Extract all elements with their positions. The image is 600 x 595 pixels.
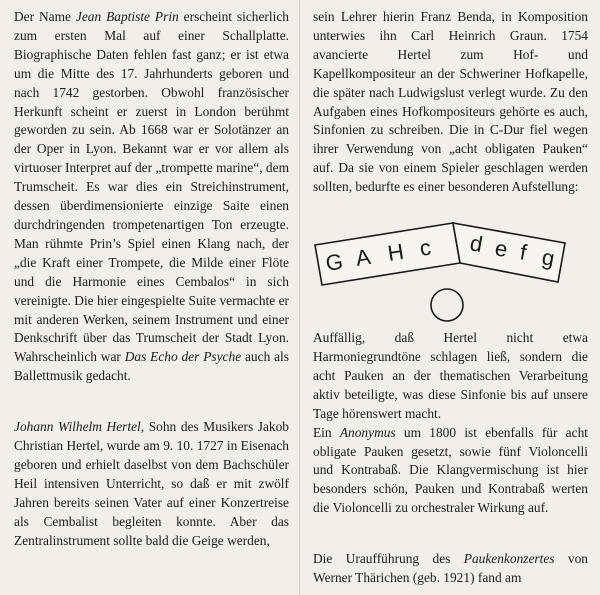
right-column [313,8,588,588]
player-position-circle-icon [427,285,467,325]
note-label: g [540,244,559,272]
column-divider [299,0,300,595]
note-label: G [323,248,347,277]
note-label: e [493,235,512,263]
text-run: Die Uraufführung des [313,551,464,567]
paragraph-thaerichen [313,550,588,588]
timpani-setup-diagram [313,203,588,303]
left-column [14,8,289,550]
composer-name-hertel: Johann Wilhelm Hertel, [14,419,145,435]
text-run: von Werner Thärichen (geb. 1921) fand am [313,551,589,586]
text-run: Der Name [14,9,76,24]
text-run: erscheint sicherlich zum ersten Mal auf einer Schallplatte. Biographische Daten fehlen fast ganz; er ist etwa um die Mitte des 17. Jahrhunderts geboren und nach 1742 gestorben. Obwohl französischer Herkunft scheint er zuerst in London berühmt geworden zu sein. Ab 1668 war er Solotänzer an der Oper in Lyon. Bekannt war er vor allem als virtuoser Interpret auf der „trompette marine“, dem Trumscheit. Es war dies ein Streichinstrument, dessen überdimensionierte einzige Saite einen durchdringenden trompetenartigen Ton erzeugte. Man rühmte Prin’s Spiel einen Klang nach, der „die Kraft einer Trompete, die Milde einer Flöte und die Harmonie eines Cembalos“ in sich vereinigte. Die hier eingespielte Suite vermachte er mit anderen Werken, seinem Instrument und einer Denkschrift über das Trumscheit der Stadt Lyon. Wahrscheinlich war [14,9,289,365]
text-run: auch als Ballettmusik gedacht. [14,349,289,384]
paragraph-hertel-analysis: Auffällig, daß Hertel nicht etwa Harmoniegrundtöne schlagen ließ, sondern die acht Pauken an der thematischen Verarbeitung aktiv beteiligte, was diese Sinfonie bis auf unsere Tage hörenswert macht. [313,330,588,421]
note-label: A [353,243,375,272]
note-label: c [417,234,435,262]
paragraph-hertel [14,418,289,550]
work-title-echo: Das Echo der Psyche [124,349,242,365]
note-label: d [468,230,487,258]
paragraph-anonymus [313,424,588,519]
text-run: Sohn des Musikers Jakob Christian Hertel, wurde am 9. 10. 1727 in Eisenach geboren und erhielt daselbst von dem Bachschüler Heil intensiven Unterricht, so daß er mit zwölf Jahren bereits seinen Vater auf einer Konzertreise als Cembalist begleiten konnte. Aber das Zentralinstrument sollte bald die Geige werden, [14,419,290,548]
note-label: H [385,238,408,267]
paragraph-hertel-continued: sein Lehrer hierin Franz Benda, in Komposition unterwies ihn Carl Heinrich Graun. 1754 avancierte Hertel zum Hof- und Kapellkompositeur an der Schweriner Hofkapelle, die später nach Ludwigslust verlegt wurde. Zu den Aufgaben eines Hofkompositeurs gehörte es auch, Sinfonien zu schreiben. Die in C-Dur fiel wegen ihrer Verwendung von „acht obligaten Pauken“ auf. Da sie von einem Spieler geschlagen werden sollten, bedurfte es einer besonderen Aufstellung: [313,9,588,195]
composer-name-anonymus: Anonymus [339,424,396,440]
composer-name-prin: Jean Baptiste Prin [75,9,179,24]
text-run: Ein [313,424,340,440]
note-label: f [518,239,531,266]
text-run: um 1800 ist ebenfalls für acht obligate Pauken gesetzt, sowie fünf Violoncelli und Kontrabaß. Die Klangvermischung ist hier besonders schön, Pauken und Kontrabaß werten die Violoncelli zu orchestraler Wirkung auf. [313,424,588,516]
work-title-paukenkonzert: Paukenkonzertes [463,551,555,567]
paragraph-prin [14,8,289,386]
